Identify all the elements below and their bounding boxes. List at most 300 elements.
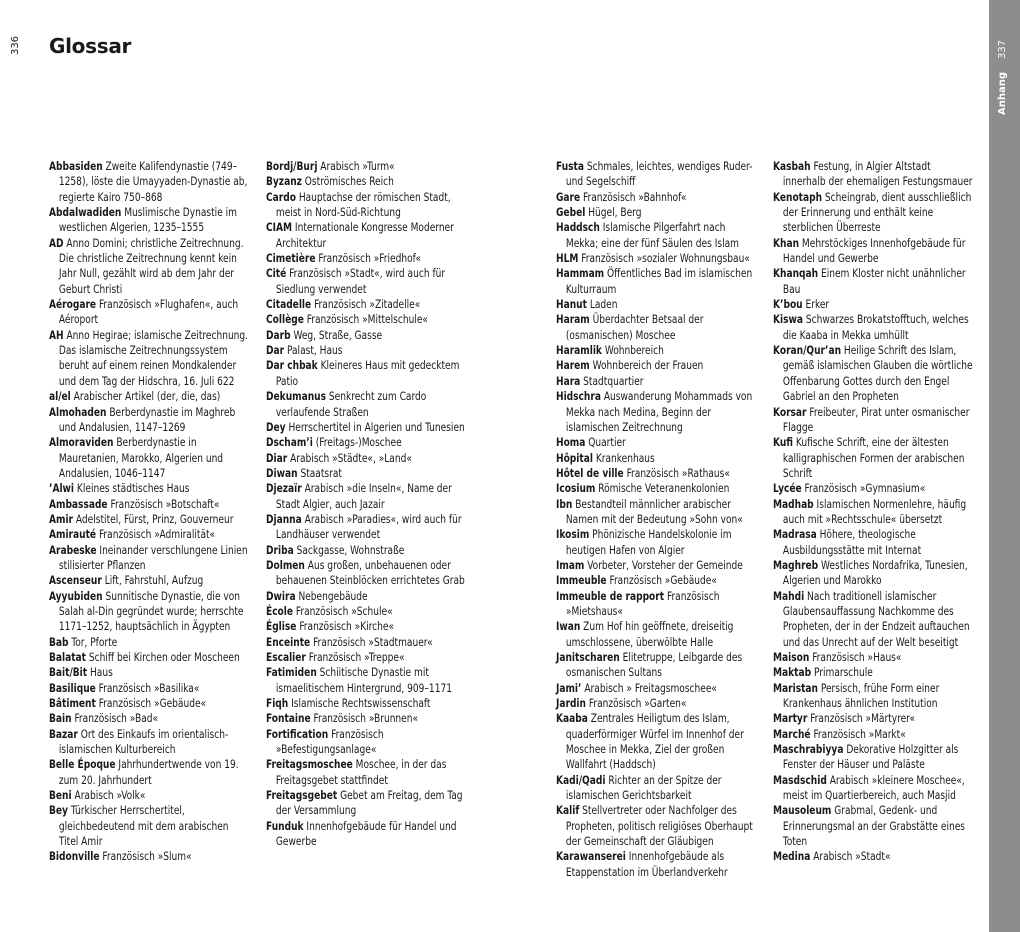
glossary-entry	[556, 849, 758, 880]
glossary-term: Abdalwadiden	[49, 206, 122, 220]
glossary-entry	[556, 696, 758, 711]
glossary-entry	[266, 604, 468, 619]
glossary-term: Église	[266, 620, 297, 634]
glossary-definition: Französisch »Flughafen«, auch Aéroport	[58, 298, 239, 327]
glossary-term: Dekumanus	[266, 390, 326, 404]
glossary-entry	[49, 236, 251, 297]
glossary-entry	[266, 343, 468, 358]
glossary-term: Amirauté	[49, 528, 97, 542]
glossary-definition: Oströmisches Reich	[304, 175, 394, 189]
glossary-definition: Haus	[89, 666, 113, 680]
glossary-term: Karawanserei	[556, 850, 626, 864]
glossary-term: Koran/Qurʼan	[773, 344, 842, 358]
glossary-term: Bain	[49, 712, 72, 726]
glossary-entry	[773, 650, 975, 665]
glossary-term: Madhab	[773, 497, 814, 511]
glossary-definition: Westliches Nordafrika, Tunesien, Algerien und Marokko	[782, 558, 968, 588]
glossary-definition: Festung, in Algier Altstadt innerhalb der ehemaligen Festungsmauer	[782, 160, 973, 189]
glossary-entry	[266, 451, 468, 466]
glossary-definition: Arabisch »Turm«	[320, 160, 395, 173]
glossary-definition: Gebet am Freitag, dem Tag der Versammlung	[275, 789, 463, 818]
glossary-definition: Französisch »Stadt«, wird auch für Siedlung verwendet	[275, 267, 446, 296]
glossary-entry	[49, 159, 251, 205]
glossary-term: Bazar	[49, 727, 78, 741]
glossary-definition: Islamischen Normenlehre, häufig auch mit »Rechtsschule« übersetzt	[782, 497, 967, 526]
glossary-definition: Berberdynastie in Mauretanien, Marokko, Algerien und Andalusien, 1046–1147	[58, 436, 224, 480]
glossary-term: Lycée	[773, 482, 802, 496]
glossary-entry	[266, 466, 468, 481]
glossary-definition: (Freitags-)Moschee	[315, 436, 402, 450]
glossary-definition: Arabisch »kleinere Moschee«, meist im Quartierbereich, auch Masjid	[782, 773, 965, 803]
glossary-entry	[266, 788, 468, 819]
glossary-term: Bait/Bit	[49, 666, 88, 680]
glossary-entry	[266, 266, 468, 297]
glossary-term: Fiqh	[266, 697, 289, 711]
glossary-term: Almoraviden	[49, 436, 114, 450]
glossary-definition: Französisch »Brunnen«	[313, 712, 419, 726]
glossary-term: Medina	[773, 850, 811, 864]
glossary-entry	[266, 512, 468, 543]
glossary-definition: Vorbeter, Vorsteher der Gemeinde	[587, 558, 743, 572]
glossary-term: Hanut	[556, 298, 587, 312]
glossary-definition: Französisch »Stadtmauer«	[313, 635, 433, 649]
glossary-entry	[49, 650, 251, 665]
glossary-definition: Nebengebäude	[298, 589, 368, 603]
glossary-entry	[266, 558, 468, 589]
glossary-definition: Wohnbereich der Frauen	[592, 359, 704, 373]
glossary-entry	[49, 757, 251, 788]
glossary-entry	[266, 819, 468, 850]
glossary-entry	[49, 711, 251, 726]
glossary-column-1	[49, 159, 251, 865]
glossary-entry	[773, 405, 975, 436]
glossary-entry	[49, 635, 251, 650]
glossary-term: Haram	[556, 313, 590, 327]
glossary-term: Dschamʼi	[266, 436, 313, 450]
glossary-definition: Moschee, in der das Freitagsgebet stattfindet	[275, 758, 447, 787]
glossary-entry	[556, 220, 758, 251]
glossary-definition: Bestandteil männlicher arabischer Namen mit der Bedeutung »Sohn von«	[565, 497, 743, 526]
glossary-term: Almohaden	[49, 405, 107, 419]
glossary-definition: Arabisch »die Inseln«, Name der Stadt Algier, auch Jazair	[275, 482, 452, 511]
glossary-entry	[773, 343, 975, 404]
glossary-definition: Höhere, theologische Ausbildungsstätte mit Internat	[782, 528, 922, 557]
glossary-term: Jamiʼ	[556, 681, 582, 695]
glossary-term: Hara	[556, 374, 581, 388]
glossary-entry	[556, 297, 758, 312]
glossary-definition: Erker	[805, 298, 830, 312]
glossary-term: Driba	[266, 543, 294, 557]
glossary-definition: Persisch, frühe Form einer Krankenhaus ähnlichen Institution	[782, 681, 940, 711]
glossary-entry	[49, 589, 251, 635]
glossary-definition: Senkrecht zum Cardo verlaufende Straßen	[275, 390, 427, 419]
glossary-term: Cardo	[266, 190, 296, 204]
glossary-term: Immeuble de rapport	[556, 589, 665, 603]
glossary-term: Diwan	[266, 466, 298, 480]
glossary-entry	[773, 773, 975, 804]
glossary-entry	[266, 635, 468, 650]
glossary-term: Maschrabiyya	[773, 743, 844, 757]
glossary-definition: Einem Kloster nicht unähnlicher Bau	[782, 267, 966, 296]
glossary-term: Enceinte	[266, 635, 311, 649]
glossary-entry	[556, 466, 758, 481]
glossary-definition: Französisch »Haus«	[812, 651, 902, 664]
glossary-entry	[49, 788, 251, 803]
glossary-term: Bab	[49, 635, 69, 649]
glossary-entry	[773, 159, 975, 190]
glossary-definition: Quartier	[588, 436, 626, 450]
glossary-definition: Französisch »Zitadelle«	[314, 298, 421, 312]
glossary-term: Janitscharen	[556, 651, 620, 664]
glossary-definition: Arabisch » Freitagsmoschee«	[584, 681, 717, 695]
glossary-term: Immeuble	[556, 574, 607, 588]
glossary-definition: Ort des Einkaufs im orientalisch-islamischen Kulturbereich	[58, 727, 229, 757]
glossary-definition: Schwarzes Brokatstofftuch, welches die Kaaba in Mekka umhüllt	[782, 313, 969, 342]
glossary-term: Haramlik	[556, 344, 602, 358]
glossary-column-4	[773, 159, 975, 865]
glossary-term: Beni	[49, 789, 72, 803]
glossary-term: Amir	[49, 512, 74, 526]
glossary-definition: Französisch »Markt«	[813, 727, 906, 741]
glossary-term: Ambassade	[49, 497, 108, 511]
glossary-term: Diar	[266, 451, 288, 465]
glossary-entry	[49, 205, 251, 236]
glossary-term: Maghreb	[773, 558, 819, 572]
glossary-definition: Französisch »Slum«	[102, 850, 192, 864]
glossary-term: Madrasa	[773, 528, 817, 542]
glossary-term: Gare	[556, 190, 581, 204]
glossary-term: Hidschra	[556, 390, 601, 404]
glossary-definition: Arabisch »Paradies«, wird auch für Landhäuser verwendet	[275, 512, 462, 542]
glossary-definition: Kufische Schrift, eine der ältesten kalligraphischen Formen der arabischen Schrift	[782, 436, 965, 480]
glossary-definition: Schiff bei Kirchen oder Moscheen	[88, 651, 240, 664]
glossary-definition: Heilige Schrift des Islam, gemäß islamischen Glauben die wörtliche Offenbarung Gottes durch den Engel Gabriel an den Propheten	[782, 344, 973, 404]
glossary-term: Korsar	[773, 405, 807, 419]
glossary-term: Kiswa	[773, 313, 803, 327]
glossary-term: Cimetière	[266, 252, 316, 266]
glossary-term: Maktab	[773, 666, 812, 680]
glossary-column-3	[556, 159, 758, 880]
glossary-term: Khan	[773, 236, 800, 250]
glossary-term: Mausoleum	[773, 804, 832, 818]
glossary-term: Balatat	[49, 651, 87, 664]
glossary-term: Kasbah	[773, 160, 811, 173]
glossary-definition: Öffentliches Bad im islamischen Kulturraum	[565, 267, 753, 296]
glossary-term: AH	[49, 328, 64, 342]
glossary-term: Aérogare	[49, 298, 97, 312]
glossary-definition: Richter an der Spitze der islamischen Gerichtsbarkeit	[565, 773, 722, 803]
glossary-definition: Phönizische Handelskolonie im heutigen Hafen von Algier	[565, 528, 732, 557]
glossary-definition: Französisch »Friedhof«	[318, 252, 421, 266]
glossary-entry	[266, 328, 468, 343]
glossary-term: Maristan	[773, 681, 818, 695]
glossary-definition: Palast, Haus	[286, 344, 343, 358]
glossary-definition: Anno Hegirae; islamische Zeitrechnung. Das islamische Zeitrechnungssystem beruht auf einem reinen Mondkalender und dem Tag der Hidschra, 16. Juli 622	[58, 328, 249, 388]
glossary-term: Harem	[556, 359, 590, 373]
glossary-entry	[49, 681, 251, 696]
glossary-definition: Grabmal, Gedenk- und Erinnerungsmal an der Grabstätte eines Toten	[782, 804, 966, 849]
page-title: Glossar	[49, 34, 132, 58]
glossary-definition: Innenhofgebäude als Etappenstation im Überlandverkehr	[565, 850, 728, 879]
glossary-entry	[773, 803, 975, 849]
glossary-definition: Scheingrab, dient ausschließlich der Erinnerung und enthält keine sterblichen Überreste	[782, 190, 972, 235]
glossary-entry	[266, 543, 468, 558]
glossary-term: Djanna	[266, 512, 302, 526]
glossary-entry	[49, 573, 251, 588]
glossary-entry	[556, 266, 758, 297]
glossary-term: Imam	[556, 558, 585, 572]
glossary-term: Icosium	[556, 482, 596, 496]
glossary-definition: Französisch »Mittelschule«	[306, 313, 428, 327]
glossary-entry	[556, 619, 758, 650]
glossary-term: HLM	[556, 252, 579, 266]
glossary-entry	[266, 727, 468, 758]
glossary-entry	[49, 803, 251, 849]
glossary-term: Ibn	[556, 497, 573, 511]
glossary-term: Kenotaph	[773, 190, 823, 204]
glossary-term: Homa	[556, 436, 586, 450]
glossary-definition: Dekorative Holzgitter als Fenster der Häuser und Paläste	[782, 743, 959, 772]
glossary-term: Byzanz	[266, 175, 302, 189]
glossary-term: Hammam	[556, 267, 605, 281]
glossary-term: Dey	[266, 420, 286, 434]
glossary-entry	[266, 757, 468, 788]
glossary-term: Mahdi	[773, 589, 805, 603]
glossary-entry	[556, 205, 758, 220]
glossary-term: Bey	[49, 804, 68, 818]
glossary-term: Abbasiden	[49, 160, 103, 173]
glossary-entry	[266, 358, 468, 389]
glossary-entry	[556, 190, 758, 205]
glossary-definition: Auswanderung Mohammads von Mekka nach Medina, Beginn der islamischen Zeitrechnung	[565, 390, 753, 434]
glossary-entry	[556, 251, 758, 266]
glossary-term: AD	[49, 236, 64, 250]
glossary-definition: Muslimische Dynastie im westlichen Algerien, 1235–1555	[58, 206, 238, 235]
glossary-entry	[266, 435, 468, 450]
glossary-definition: Islamische Pilgerfahrt nach Mekka; eine der fünf Säulen des Islam	[565, 221, 739, 250]
glossary-entry	[556, 481, 758, 496]
glossary-definition: Berberdynastie im Maghreb und Andalusien, 1147–1269	[58, 405, 236, 434]
glossary-entry	[556, 527, 758, 558]
glossary-term: Ayyubiden	[49, 589, 103, 603]
glossary-definition: Primarschule	[813, 666, 873, 680]
glossary-entry	[556, 435, 758, 450]
glossary-definition: Tor, Pforte	[71, 635, 118, 649]
glossary-definition: Herrschertitel in Algerien und Tunesien	[288, 420, 465, 434]
glossary-entry	[266, 696, 468, 711]
glossary-entry	[266, 220, 468, 251]
glossary-definition: Französisch »Admiralität«	[98, 528, 216, 542]
glossary-entry	[49, 512, 251, 527]
glossary-term: Freitagsmoschee	[266, 758, 353, 772]
glossary-entry	[49, 435, 251, 481]
glossary-term: Dwira	[266, 589, 296, 603]
glossary-term: Arabeske	[49, 543, 97, 557]
glossary-term: Kalif	[556, 804, 580, 818]
glossary-definition: Nach traditionell islamischer Glaubensauffassung Nachkomme des Propheten, der in der Endzeit auftauchen und das Unrecht auf der Welt beseitigt	[782, 589, 970, 649]
glossary-entry	[266, 251, 468, 266]
glossary-definition: Arabisch »Städte«, »Land«	[290, 451, 412, 465]
glossary-entry	[773, 481, 975, 496]
glossary-definition: Arabischer Artikel (der, die, das)	[73, 390, 221, 404]
glossary-entry	[773, 190, 975, 236]
glossary-term: Martyr	[773, 712, 808, 726]
glossary-entry	[49, 389, 251, 404]
glossary-definition: Staatsrat	[300, 466, 342, 480]
glossary-entry	[556, 358, 758, 373]
glossary-entry	[556, 558, 758, 573]
glossary-term: Dolmen	[266, 558, 305, 572]
glossary-definition: Sunnitische Dynastie, die von Salah al-Din gegründet wurde; herrschte 1171–1252, hauptsächlich in Ägypten	[58, 589, 244, 634]
glossary-term: Bidonville	[49, 850, 100, 864]
glossary-entry	[773, 236, 975, 267]
glossary-term: Marché	[773, 727, 811, 741]
glossary-term: Khanqah	[773, 267, 819, 281]
glossary-entry	[773, 435, 975, 481]
glossary-entry	[49, 405, 251, 436]
glossary-definition: Wohnbereich	[604, 344, 664, 358]
glossary-term: Cité	[266, 267, 287, 281]
glossary-term: Kadi/Qadi	[556, 773, 606, 787]
glossary-entry	[49, 527, 251, 542]
glossary-entry	[49, 849, 251, 864]
glossary-definition: Zentrales Heiligtum des Islam, quaderförmiger Würfel im Innenhof der Moschee in Mekka, Ziel der großen Wallfahrt (Haddsch)	[565, 712, 744, 772]
left-page-number: 336	[10, 35, 22, 56]
glossary-entry	[556, 159, 758, 190]
glossary-term: Fontaine	[266, 712, 311, 726]
glossary-term: Fatimiden	[266, 666, 317, 680]
glossary-definition: Stadtquartier	[583, 374, 644, 388]
glossary-definition: Französisch »Botschaft«	[110, 497, 220, 511]
glossary-entry	[556, 451, 758, 466]
glossary-entry	[556, 681, 758, 696]
glossary-definition: Internationale Kongresse Moderner Architektur	[275, 221, 454, 250]
glossary-definition: Französisch »sozialer Wohnungsbau«	[581, 252, 750, 266]
glossary-entry	[266, 174, 468, 189]
glossary-term: Freitagsgebet	[266, 789, 338, 803]
glossary-entry	[266, 589, 468, 604]
glossary-definition: Innenhofgebäude für Handel und Gewerbe	[275, 819, 457, 849]
glossary-definition: Krankenhaus	[595, 451, 655, 465]
glossary-definition: Schiitische Dynastie mit ismaelitischem Hintergrund, 909–1171	[275, 666, 452, 695]
glossary-term: Ascenseur	[49, 574, 102, 588]
glossary-definition: Französisch »Gebäude«	[98, 697, 207, 711]
glossary-term: Hôtel de ville	[556, 466, 624, 480]
glossary-entry	[266, 297, 468, 312]
glossary-definition: Arabisch »Volk«	[74, 789, 146, 803]
glossary-term: Jardin	[556, 697, 586, 711]
glossary-definition: Türkischer Herrschertitel, gleichbedeutend mit dem arabischen Titel Amir	[58, 804, 229, 849]
section-sidebar	[989, 0, 1020, 932]
glossary-entry	[266, 711, 468, 726]
glossary-entry	[49, 497, 251, 512]
glossary-term: Dar chbak	[266, 359, 318, 373]
glossary-definition: Französisch »Garten«	[588, 697, 687, 711]
glossary-entry	[266, 159, 468, 174]
glossary-entry	[49, 727, 251, 758]
glossary-definition: Arabisch »Stadt«	[813, 850, 891, 864]
glossary-entry	[49, 481, 251, 496]
glossary-entry	[49, 297, 251, 328]
glossary-term: Gebel	[556, 206, 586, 220]
glossary-term: Collège	[266, 313, 304, 327]
glossary-term: Bordj/Burj	[266, 160, 318, 173]
glossary-entry	[266, 190, 468, 221]
glossary-definition: Hügel, Berg	[588, 206, 642, 220]
glossary-term: Belle Époque	[49, 758, 116, 772]
glossary-definition: Französisch »Treppe«	[308, 651, 405, 664]
glossary-definition: Französisch »Mietshaus«	[565, 589, 720, 618]
glossary-entry	[556, 343, 758, 358]
glossary-term: Funduk	[266, 819, 304, 833]
glossary-definition: Französisch »Befestigungsanlage«	[275, 727, 384, 757]
glossary-entry	[556, 803, 758, 849]
glossary-definition: Französisch »Kirche«	[299, 620, 394, 634]
glossary-entry	[266, 619, 468, 634]
glossary-term: Bâtiment	[49, 697, 96, 711]
glossary-entry	[773, 727, 975, 742]
glossary-definition: Französisch »Rathaus«	[626, 466, 730, 480]
glossary-term: Kaaba	[556, 712, 588, 726]
glossary-definition: Überdachter Betsaal der (osmanischen) Moschee	[565, 313, 704, 342]
glossary-definition: Lift, Fahrstuhl, Aufzug	[104, 574, 204, 588]
glossary-definition: Weg, Straße, Gasse	[293, 328, 383, 342]
glossary-definition: Zum Hof hin geöffnete, dreiseitig umschlossene, überwölbte Halle	[565, 620, 734, 649]
glossary-entry	[773, 266, 975, 297]
glossary-entry	[773, 665, 975, 680]
glossary-entry	[773, 297, 975, 312]
glossary-term: Ikosim	[556, 528, 590, 542]
glossary-term: Basilique	[49, 681, 96, 695]
glossary-entry	[49, 543, 251, 574]
glossary-definition: Sackgasse, Wohnstraße	[296, 543, 405, 557]
glossary-definition: Französisch »Schule«	[295, 604, 393, 618]
glossary-definition: Islamische Rechtswissenschaft	[291, 697, 431, 711]
glossary-definition: Laden	[589, 298, 618, 312]
glossary-entry	[773, 558, 975, 589]
glossary-term: Citadelle	[266, 298, 312, 312]
glossary-definition: Kleineres Haus mit gedecktem Patio	[275, 359, 460, 388]
glossary-entry	[773, 711, 975, 726]
glossary-definition: Aus großen, unbehauenen oder behauenen Steinblöcken errichtetes Grab	[275, 558, 465, 588]
glossary-entry	[773, 589, 975, 650]
glossary-entry	[266, 481, 468, 512]
glossary-definition: Adelstitel, Fürst, Prinz, Gouverneur	[75, 512, 234, 526]
glossary-entry	[773, 497, 975, 528]
glossary-definition: Stellvertreter oder Nachfolger des Propheten, politisch religiöses Oberhaupt der Gemeinschaft der Gläubigen	[565, 804, 753, 849]
glossary-entry	[773, 527, 975, 558]
glossary-entry	[773, 312, 975, 343]
glossary-term: Hôpital	[556, 451, 593, 465]
glossary-definition: Französisch »Märtyrer«	[810, 712, 916, 726]
right-page-number: 337	[997, 39, 1009, 60]
glossary-entry	[266, 312, 468, 327]
glossary-entry	[773, 742, 975, 773]
glossary-entry	[556, 773, 758, 804]
glossary-term: CIAM	[266, 221, 293, 235]
glossary-definition: Französisch »Basilika«	[98, 681, 200, 695]
glossary-definition: Jahrhundertwende von 19. zum 20. Jahrhundert	[58, 758, 239, 787]
glossary-definition: Französisch »Bahnhof«	[583, 190, 687, 204]
glossary-definition: Römische Veteranenkolonien	[598, 482, 730, 496]
glossary-definition: Mehrstöckiges Innenhofgebäude für Handel und Gewerbe	[782, 236, 966, 266]
glossary-entry	[773, 849, 975, 864]
glossary-term: Fortification	[266, 727, 329, 741]
glossary-entry	[556, 711, 758, 772]
glossary-definition: Zweite Kalifendynastie (749–1258), löste die Umayyaden-Dynastie ab, regierte Kairo 750–868	[58, 160, 248, 204]
glossary-term: Darb	[266, 328, 291, 342]
glossary-column-2	[266, 159, 468, 849]
